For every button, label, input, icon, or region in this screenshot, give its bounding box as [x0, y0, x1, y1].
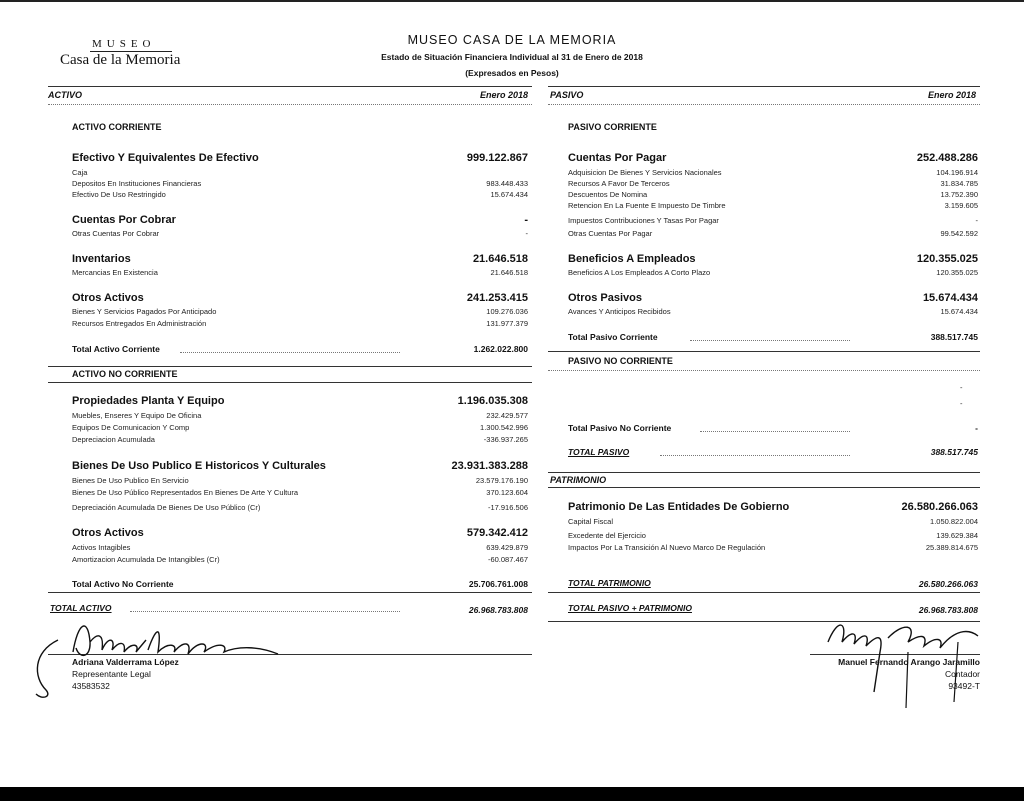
line-item-label: Mercancias En Existencia: [72, 268, 158, 277]
total-patrimonio-label: TOTAL PATRIMONIO: [568, 578, 651, 588]
line-item-label: Recursos A Favor De Terceros: [568, 179, 670, 188]
line-item-label: Muebles, Enseres Y Equipo De Oficina: [72, 411, 202, 420]
total-activo-label: TOTAL ACTIVO: [50, 603, 112, 613]
section-rule: [548, 592, 980, 593]
line-item-label: Depreciación Acumulada De Bienes De Uso Público (Cr): [72, 503, 261, 512]
line-item-value: 109.276.036: [486, 307, 528, 316]
section-rule: [548, 487, 980, 488]
line-item-value: 15.674.434: [940, 307, 978, 316]
line-item-label: Bienes Y Servicios Pagados Por Anticipado: [72, 307, 217, 316]
line-item-label: Retencion En La Fuente E Impuesto De Timbre: [568, 201, 726, 210]
bienes-uso-publico-value: 23.931.383.288: [451, 460, 528, 472]
total-pasivo-corriente-value: 388.517.745: [930, 332, 978, 342]
beneficios-empleados-value: 120.355.025: [916, 253, 978, 265]
total-pasivo-no-corriente-label: Total Pasivo No Corriente: [568, 423, 672, 433]
line-item-value: -60.087.467: [487, 555, 528, 564]
line-item-value: 25.389.814.675: [925, 543, 978, 552]
line-item-label: Amortizacion Acumulada De Intangibles (Cr): [72, 555, 220, 564]
propiedades-value: 1.196.035.308: [457, 395, 528, 407]
line-item-value: -: [525, 229, 528, 238]
bienes-uso-publico-label: Bienes De Uso Publico E Historicos Y Culturales: [72, 460, 326, 472]
otros-pasivos-value: 15.674.434: [922, 292, 978, 304]
right-dots: [700, 431, 850, 432]
line-item-value: 139.629.384: [936, 531, 978, 540]
total-activo-no-corriente-value: 25.706.761.008: [468, 579, 528, 589]
otros-pasivos-label: Otros Pasivos: [568, 292, 642, 304]
section-rule: [48, 592, 532, 593]
signer-right-name: Manuel Fernando Arango Jaramillo: [838, 657, 980, 667]
line-item-label: Bienes De Uso Público Representados En Bienes De Arte Y Cultura: [72, 488, 299, 497]
right-dots: [660, 455, 850, 456]
line-item-label: Descuentos De Nomina: [568, 190, 648, 199]
line-item-value: -: [960, 399, 963, 408]
total-activo-corriente-label: Total Activo Corriente: [72, 344, 160, 354]
line-item-value: 23.579.176.190: [475, 476, 528, 485]
line-item-label: Beneficios A Los Empleados A Corto Plazo: [568, 268, 711, 277]
line-item-label: Adquisicion De Bienes Y Servicios Nacionales: [568, 168, 722, 177]
line-item-value: 370.123.604: [486, 488, 528, 497]
cuentas-cobrar-label: Cuentas Por Cobrar: [72, 214, 176, 226]
efectivo-label: Efectivo Y Equivalentes De Efectivo: [72, 152, 259, 164]
line-item-value: -17.916.506: [487, 503, 528, 512]
total-patrimonio-value: 26.580.266.063: [918, 579, 978, 589]
patrimonio-entidades-label: Patrimonio De Las Entidades De Gobierno: [568, 501, 790, 513]
document-subtitle: Estado de Situación Financiera Individual al 31 de Enero de 2018: [381, 52, 643, 62]
line-item-label: Caja: [72, 168, 88, 177]
section-rule: [48, 382, 532, 383]
pasivo-column-label: PASIVO: [550, 90, 584, 100]
otros-activos-label: Otros Activos: [72, 292, 144, 304]
line-item-label: Otras Cuentas Por Cobrar: [72, 229, 160, 238]
line-item-value: 99.542.592: [940, 229, 978, 238]
signer-left-name: Adriana Valderrama López: [72, 657, 179, 667]
left-header-dots: [48, 104, 532, 105]
right-top-rule: [548, 86, 980, 87]
total-activo-corriente-value: 1.262.022.800: [473, 344, 528, 354]
bottom-scan-edge: [0, 787, 1024, 801]
line-item-value: 232.429.577: [486, 411, 528, 420]
activo-corriente-title: ACTIVO CORRIENTE: [72, 122, 162, 132]
logo-museo-text: MUSEO: [92, 38, 156, 50]
total-pasivo-label: TOTAL PASIVO: [568, 447, 630, 457]
line-item-value: 15.674.434: [490, 190, 528, 199]
beneficios-empleados-label: Beneficios A Empleados: [568, 253, 696, 265]
left-dots: [180, 352, 400, 353]
section-rule: [548, 351, 980, 352]
line-item-value: 13.752.390: [940, 190, 978, 199]
line-item-value: 1.050.822.004: [930, 517, 978, 526]
section-rule: [548, 472, 980, 473]
line-item-value: 21.646.518: [490, 268, 528, 277]
line-item-label: Equipos De Comunicacion Y Comp: [72, 423, 190, 432]
line-item-label: Excedente del Ejercicio: [568, 531, 646, 540]
line-item-label: Efectivo De Uso Restringido: [72, 190, 166, 199]
cuentas-pagar-value: 252.488.286: [916, 152, 978, 164]
line-item-label: Depreciacion Acumulada: [72, 435, 155, 444]
total-activo-value: 26.968.783.808: [468, 605, 528, 615]
line-item-value: 1.300.542.996: [480, 423, 528, 432]
line-item-label: Otras Cuentas Por Pagar: [568, 229, 653, 238]
pasivo-no-corriente-title: PASIVO NO CORRIENTE: [568, 356, 673, 366]
line-item-label: Impuestos Contribuciones Y Tasas Por Pagar: [568, 216, 719, 225]
section-rule: [48, 366, 532, 367]
propiedades-label: Propiedades Planta Y Equipo: [72, 395, 225, 407]
cuentas-pagar-label: Cuentas Por Pagar: [568, 152, 667, 164]
total-pasivo-no-corriente-value: -: [975, 423, 978, 433]
line-item-value: 3.159.605: [944, 201, 978, 210]
activo-column-date: Enero 2018: [479, 90, 528, 100]
patrimonio-title: PATRIMONIO: [550, 475, 607, 485]
activo-no-corriente-title: ACTIVO NO CORRIENTE: [72, 369, 178, 379]
right-dots: [548, 370, 980, 371]
pasivo-column-date: Enero 2018: [927, 90, 976, 100]
line-item-label: Activos Intagibles: [72, 543, 131, 552]
line-item-label: Recursos Entregados En Administración: [72, 319, 207, 328]
right-dots: [690, 340, 850, 341]
line-item-value: 31.834.785: [940, 179, 978, 188]
inventarios-label: Inventarios: [72, 253, 131, 265]
line-item-label: Capital Fiscal: [568, 517, 614, 526]
total-activo-no-corriente-label: Total Activo No Corriente: [72, 579, 174, 589]
line-item-label: Avances Y Anticipos Recibidos: [568, 307, 671, 316]
top-border: [0, 0, 1024, 2]
cuentas-cobrar-value: -: [524, 214, 528, 226]
otros-activos-nc-value: 579.342.412: [466, 527, 528, 539]
inventarios-value: 21.646.518: [472, 253, 528, 265]
line-item-label: Impactos Por La Transición Al Nuevo Marco De Regulación: [568, 543, 766, 552]
otros-activos-nc-label: Otros Activos: [72, 527, 144, 539]
activo-column-label: ACTIVO: [48, 90, 83, 100]
document-title: MUSEO CASA DE LA MEMORIA: [407, 33, 617, 47]
right-header-dots: [548, 104, 980, 105]
pasivo-corriente-title: PASIVO CORRIENTE: [568, 122, 657, 132]
logo-casa-text: Casa de la Memoria: [60, 52, 181, 68]
total-pasivo-corriente-label: Total Pasivo Corriente: [568, 332, 658, 342]
line-item-label: Depositos En Instituciones Financieras: [72, 179, 202, 188]
signer-left-role: Representante Legal: [72, 669, 151, 679]
left-top-rule: [48, 86, 532, 87]
signer-right-role: Contador: [945, 669, 980, 679]
efectivo-value: 999.122.867: [466, 152, 528, 164]
total-pasivo-value: 388.517.745: [930, 447, 978, 457]
line-item-value: -: [960, 383, 963, 392]
line-item-value: 983.448.433: [486, 179, 528, 188]
document-currency-note: (Expresados en Pesos): [465, 68, 559, 78]
line-item-value: 120.355.025: [936, 268, 978, 277]
total-pasivo-patrimonio-value: 26.968.783.808: [918, 605, 978, 615]
line-item-value: 104.196.914: [936, 168, 978, 177]
total-pasivo-patrimonio-label: TOTAL PASIVO + PATRIMONIO: [568, 603, 692, 613]
otros-activos-value: 241.253.415: [466, 292, 528, 304]
line-item-value: -: [975, 216, 978, 225]
line-item-value: 639.429.879: [486, 543, 528, 552]
line-item-value: 131.977.379: [486, 319, 528, 328]
signer-right-id: 93492-T: [948, 681, 980, 691]
line-item-value: -336.937.265: [483, 435, 528, 444]
patrimonio-entidades-value: 26.580.266.063: [901, 501, 978, 513]
line-item-label: Bienes De Uso Publico En Servicio: [72, 476, 189, 485]
signer-left-id: 43583532: [72, 681, 110, 691]
